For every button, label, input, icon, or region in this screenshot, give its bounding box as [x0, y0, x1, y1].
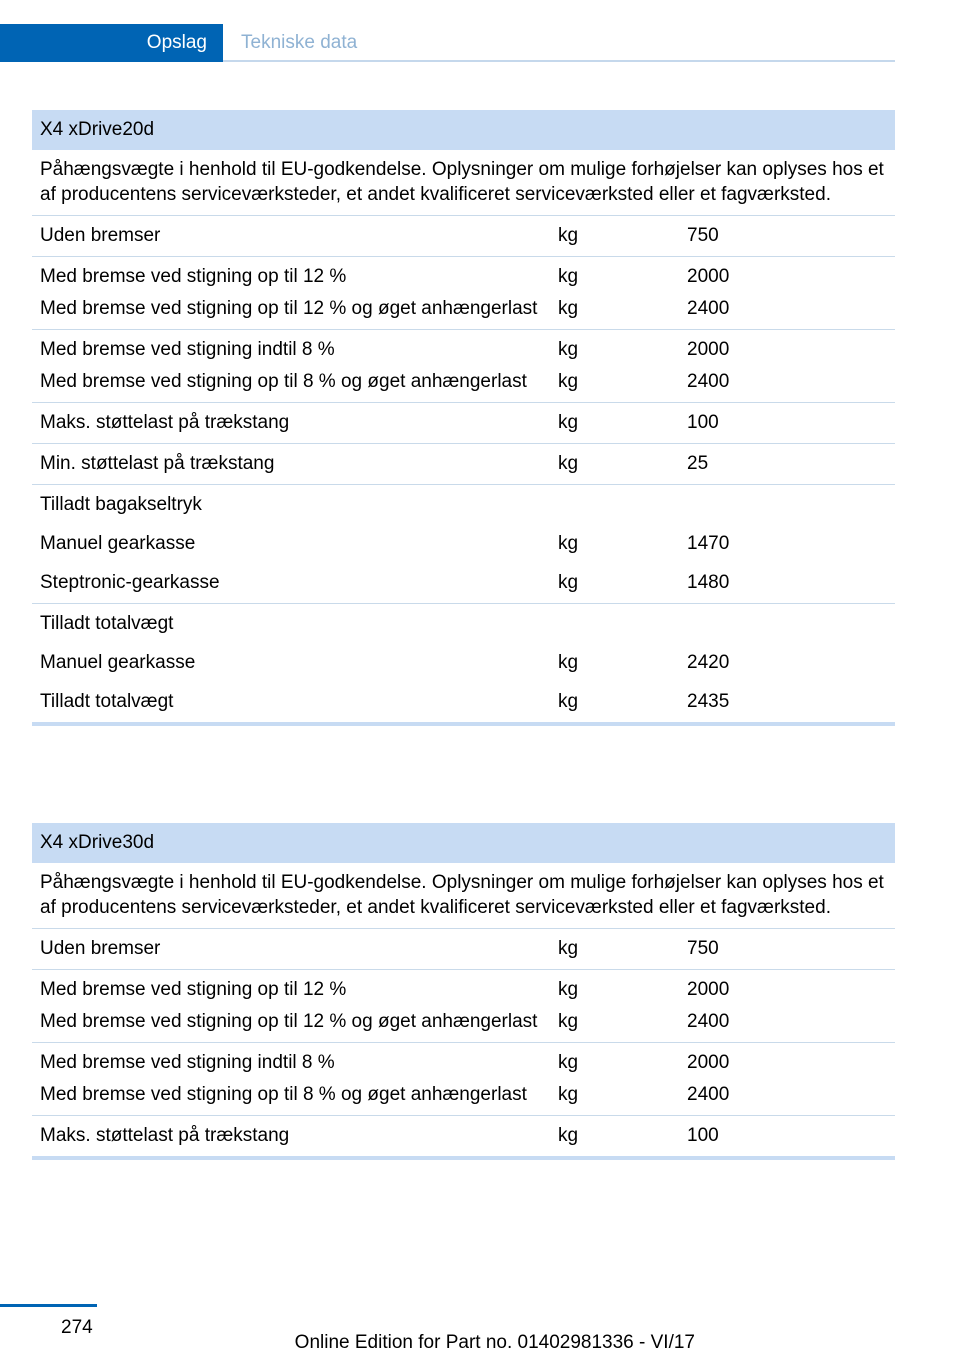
- row-label: Manuel gearkasse: [40, 533, 196, 554]
- row-unit: kg: [558, 339, 579, 360]
- table-title: X4 xDrive30d: [32, 823, 895, 863]
- row-unit: kg: [558, 298, 579, 319]
- row-label: Med bremse ved stigning indtil 8 %: [40, 1052, 335, 1073]
- row-unit: [558, 611, 687, 636]
- table-row: [32, 1043, 895, 1116]
- row-label: Med bremse ved stigning op til 12 % og øget anhængerlast: [40, 1011, 538, 1032]
- row-unit: kg: [558, 225, 579, 246]
- row-group-label: Tilladt totalvægt: [40, 613, 174, 634]
- table-row: [32, 929, 895, 970]
- row-value: 2000: [687, 266, 730, 287]
- row-label: Steptronic-gearkasse: [40, 572, 220, 593]
- tab-tekniske-data[interactable]: [241, 24, 357, 62]
- row-unit: kg: [558, 691, 579, 712]
- row-unit: kg: [558, 1052, 579, 1073]
- row-value: 750: [687, 225, 719, 246]
- table-row: [32, 216, 895, 257]
- page-number: 274: [61, 1317, 93, 1338]
- table-row: [32, 403, 895, 444]
- row-unit: kg: [558, 938, 579, 959]
- row-value: 2000: [687, 979, 730, 1000]
- row-unit: kg: [558, 652, 579, 673]
- row-label: Uden bremser: [40, 225, 161, 246]
- row-label: Tilladt totalvægt: [40, 691, 174, 712]
- row-value: 25: [687, 453, 709, 474]
- row-unit: [558, 492, 687, 517]
- row-label: Med bremse ved stigning op til 12 %: [40, 979, 347, 1000]
- row-label: Med bremse ved stigning op til 8 % og øget anhængerlast: [40, 1084, 527, 1105]
- table-row: [32, 485, 895, 604]
- row-value: 2400: [687, 371, 730, 392]
- row-value: 2000: [687, 1052, 730, 1073]
- row-label: Min. støttelast på trækstang: [40, 453, 275, 474]
- spec-table-x4-xdrive30d: [32, 823, 895, 1160]
- spec-table-x4-xdrive20d: [32, 110, 895, 726]
- table-row: [32, 970, 895, 1043]
- row-value: 100: [687, 1125, 719, 1146]
- table-end-rule: [32, 722, 895, 726]
- row-value: [687, 611, 895, 636]
- row-label: Maks. støttelast på trækstang: [40, 1125, 290, 1146]
- row-value: [687, 492, 895, 517]
- row-unit: kg: [558, 1084, 579, 1105]
- row-value: 2435: [687, 691, 730, 712]
- tab-opslag-label: Opslag: [146, 32, 207, 53]
- row-value: 2420: [687, 652, 730, 673]
- row-unit: kg: [558, 533, 579, 554]
- row-unit: kg: [558, 453, 579, 474]
- row-unit: kg: [558, 1011, 579, 1032]
- row-unit: kg: [558, 371, 579, 392]
- row-value: 100: [687, 412, 719, 433]
- page-number-rule: [0, 1304, 97, 1307]
- row-value: 1470: [687, 533, 730, 554]
- tab-opslag[interactable]: [0, 24, 223, 62]
- row-unit: kg: [558, 572, 579, 593]
- row-unit: kg: [558, 1125, 579, 1146]
- row-unit: kg: [558, 979, 579, 1000]
- row-value: 1480: [687, 572, 730, 593]
- row-group-label: Tilladt bagakseltryk: [40, 494, 202, 515]
- table-title: X4 xDrive20d: [32, 110, 895, 150]
- table-row: [32, 257, 895, 330]
- table-row: [32, 1116, 895, 1156]
- row-value: 750: [687, 938, 719, 959]
- row-label: Maks. støttelast på trækstang: [40, 412, 290, 433]
- edition-footer: Online Edition for Part no. 01402981336 - VI/17: [294, 1332, 695, 1353]
- table-description: Påhængsvægte i henhold til EU-godkendelse. Oplysninger om mulige forhøjelser kan oplyses hos et af producentens serviceværksteder, et andet kvalificeret serviceværksted eller et fagværksted.: [32, 150, 895, 216]
- row-value: 2000: [687, 339, 730, 360]
- header-tabs: [0, 24, 895, 62]
- row-value: 2400: [687, 1084, 730, 1105]
- row-label: Manuel gearkasse: [40, 652, 196, 673]
- row-label: Med bremse ved stigning op til 12 % og øget anhængerlast: [40, 298, 538, 319]
- table-end-rule: [32, 1156, 895, 1160]
- row-value: 2400: [687, 298, 730, 319]
- table-row: [32, 444, 895, 485]
- table-row: [32, 604, 895, 722]
- row-label: Med bremse ved stigning op til 8 % og øget anhængerlast: [40, 371, 527, 392]
- row-label: Uden bremser: [40, 938, 161, 959]
- row-label: Med bremse ved stigning indtil 8 %: [40, 339, 335, 360]
- row-unit: kg: [558, 266, 579, 287]
- row-unit: kg: [558, 412, 579, 433]
- tab-tekniske-data-label: Tekniske data: [241, 32, 358, 53]
- table-row: [32, 330, 895, 403]
- table-description: Påhængsvægte i henhold til EU-godkendelse. Oplysninger om mulige forhøjelser kan oplyses hos et af producentens serviceværksteder, et andet kvalificeret serviceværksted eller et fagværksted.: [32, 863, 895, 929]
- header-divider: [223, 60, 895, 62]
- row-value: 2400: [687, 1011, 730, 1032]
- row-label: Med bremse ved stigning op til 12 %: [40, 266, 347, 287]
